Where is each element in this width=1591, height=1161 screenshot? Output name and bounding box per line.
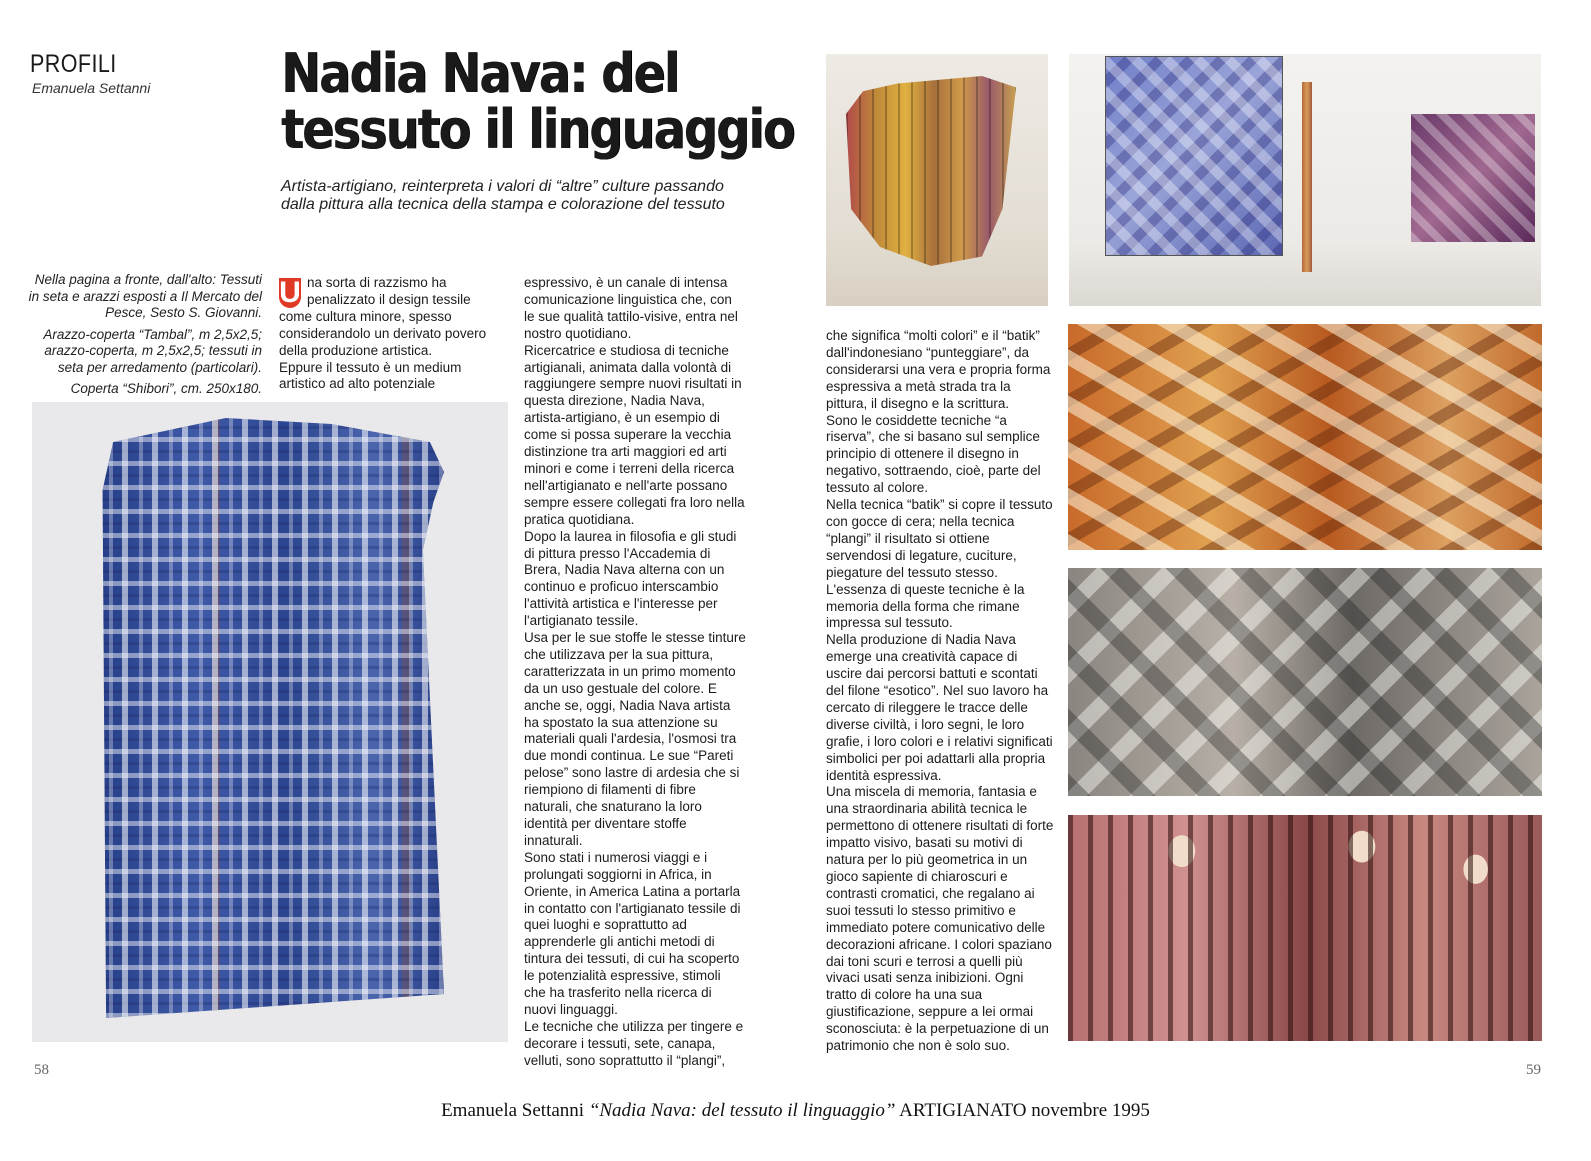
subtitle-line-2: dalla pittura alla tecnica della stampa e colorazione del tessuto <box>281 196 725 213</box>
article-column-2 <box>524 275 746 1070</box>
article-paragraph: Le tecniche che utilizza per tingere e decorare i tessuti, sete, canapa, velluti, sono soprattutto il “plangi”, <box>524 1018 744 1068</box>
article-paragraph: Ricercatrice e studiosa di tecniche artigianali, animata dalla volontà di raggiungere sempre nuovi risultati in questa direzione, Nadia Nava, artista-artigiano, è un esempio di come si possa superare la vecchia distinzione tra arti maggiori ed arti minori e come i terreni della ricerca nell'artigianato e nell'arte possano sempre essere collegati fra loro nella pratica quotidiana. <box>524 342 745 527</box>
article-paragraph: Nella tecnica “batik” si copre il tessuto con gocce di cera; nella tecnica “plangi” il risultato si ottiene servendosi di legature, cuciture, piegature del tessuto stesso. L'essenza di queste tecniche è la memoria della forma che rimane impressa sul tessuto. <box>826 497 1053 631</box>
hanging-silk-textiles <box>846 76 1016 266</box>
article-paragraph: Dopo la laurea in filosofia e gli studi di pittura presso l'Accademia di Brera, Nadia Nava alterna con un continuo e proficuo interscambio l'attività artistica e l'interesse per l'artigianato tessile. <box>524 528 737 629</box>
article-paragraph: Sono le cosiddette tecniche “a riserva”, che si basano sul semplice principio di ottenere il disegno in negativo, sottraendo, cioè, parte del tessuto al colore. <box>826 412 1041 496</box>
source-credit <box>0 1100 1591 1122</box>
hanging-strip <box>1302 82 1312 272</box>
photo-shibori-blanket <box>32 402 508 1042</box>
drop-cap: U <box>279 276 301 309</box>
caption-paragraph: Arazzo-coperta “Tambal”, m 2,5x2,5; arazzo-coperta, m 2,5x2,5; tessuti in seta per arredamento (particolari). <box>43 326 262 375</box>
title-line-2: tessuto il linguaggio <box>281 98 794 161</box>
caption-paragraph: Nella pagina a fronte, dall'alto: Tessuti in seta e arazzi esposti a Il Mercato del Pesce, Sesto S. Giovanni. <box>28 272 262 320</box>
article-paragraph: na sorta di razzismo ha penalizzato il design tessile come cultura minore, spesso considerandolo un derivato povero della produzione artistica. <box>279 275 487 358</box>
article-column-1 <box>279 275 495 393</box>
article-paragraph: Sono stati i numerosi viaggi e i prolungati soggiorni in Africa, in Oriente, in America Latina a portarla in contatto con l'artigianato tessile di quei luoghi e soprattutto ad apprenderle gli antichi metodi di tintura dei tessuti, di cui ha scoperto le potenzialità espressive, stimoli che ha trasferito nella ricerca di nuovi linguaggi. <box>524 849 741 1017</box>
article-paragraph: Usa per le sue stoffe le stesse tinture che utilizzava per la sua pittura, caratterizzata in un primo momento da un uso gestuale del colore. E anche se, oggi, Nadia Nava artista ha spostato la sua attenzione su materiali quali l'ardesia, l'osmosi tra due mondi continua. Le sue “Pareti pelose” sono lastre di ardesia che si riempiono di filamenti di fibre naturali, che snaturano la loro identità per diventare stoffe innaturali. <box>524 630 746 848</box>
caption-paragraph: Coperta “Shibori”, cm. 250x180. <box>70 381 262 396</box>
photo-hanging-silks <box>826 54 1048 306</box>
title-line-1: Nadia Nava: del <box>281 42 679 105</box>
section-label: PROFILI <box>30 50 117 78</box>
subtitle-line-1: Artista-artigiano, reinterpreta i valori di “altre” culture passando <box>281 178 724 195</box>
tapestry-small <box>1411 114 1535 242</box>
photo-grey-textile-detail <box>1068 568 1542 796</box>
article-paragraph: Nella produzione di Nadia Nava emerge una creatività capace di uscire dai percorsi battuti e scontati del filone “esotico”. Nel suo lavoro ha cercato di rileggere le tracce delle diverse civiltà, i loro segni, le loro grafie, i loro colori e i relativi significati simbolici per poi adattarli alla propria identità espressiva. <box>826 632 1053 783</box>
article-paragraph: Eppure il tessuto è un medium artistico ad alto potenziale <box>279 359 462 392</box>
tapestry-tambal <box>1105 56 1283 256</box>
credit-title: “Nadia Nava: del tessuto il linguaggio” <box>588 1100 896 1121</box>
article-title <box>281 42 794 161</box>
photo-caption <box>24 272 262 403</box>
article-paragraph: Una miscela di memoria, fantasia e una straordinaria abilità tecnica le permettono di ottenere risultati di forte impatto visivo, basati su motivi di natura per lo più geometrica in un gioco sapiente di chiaroscuri e contrasti cromatici, che regalano ai suoi tessuti lo stesso primitivo e immediato potere comunicativo delle decorazioni africane. I colori spaziano dai toni scuri e terrosi a quelli più vivaci usati senza inibizioni. Ogni tratto di colore ha una sua giustificazione, seppure a lei ormai sconosciuta: è la perpetuazione di un patrimonio che non è solo suo. <box>826 784 1054 1054</box>
blue-textile <box>92 418 444 1018</box>
page-number-left: 58 <box>34 1062 49 1078</box>
article-paragraph: espressivo, è un canale di intensa comunicazione linguistica che, con le sue qualità tattilo-visive, entra nel nostro quotidiano. <box>524 275 738 341</box>
page-number-right: 59 <box>1526 1062 1541 1078</box>
article-subtitle <box>281 178 751 214</box>
credit-source: ARTIGIANATO novembre 1995 <box>899 1100 1150 1121</box>
author-byline: Emanuela Settanni <box>32 80 151 96</box>
article-column-3 <box>826 328 1054 1055</box>
article-paragraph: che significa “molti colori” e il “batik” dall'indonesiano “punteggiare”, da considerarsi una vera e propria forma espressiva a metà strada tra la pittura, il disegno e la scrittura. <box>826 328 1051 411</box>
photo-exhibition-tapestries <box>1069 54 1541 306</box>
credit-author: Emanuela Settanni <box>441 1100 585 1121</box>
photo-orange-textile-detail <box>1068 324 1542 550</box>
photo-silk-furnishing-detail <box>1068 815 1542 1041</box>
